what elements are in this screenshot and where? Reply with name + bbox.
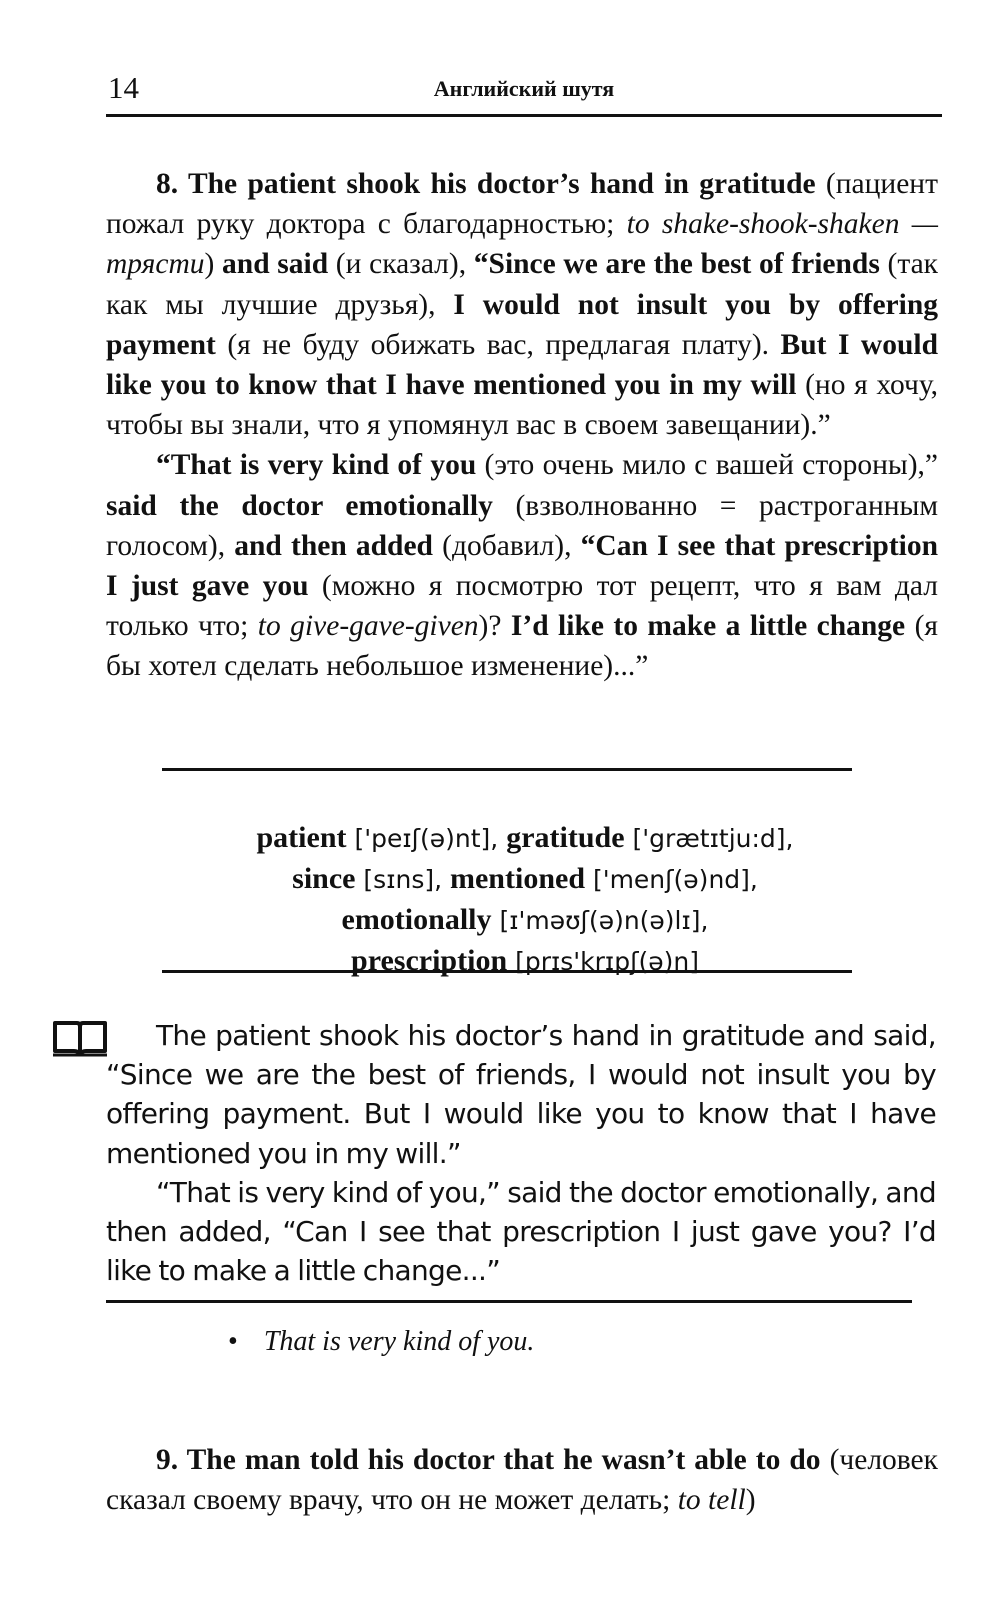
english-only-text — [106, 1016, 936, 1290]
open-book-icon — [52, 1020, 108, 1058]
russian-segment: ) — [204, 248, 223, 281]
vocab-line — [160, 900, 890, 941]
vocab-bottom-rule — [162, 970, 852, 973]
vocab-word: gratitude — [506, 821, 625, 854]
vocab-word: prescription — [351, 944, 508, 977]
russian-segment: (можно я посмотрю тот рецепт, что я вам дал только что; — [106, 570, 938, 643]
english-segment: and said — [222, 248, 329, 281]
english-segment: I’d like to make a little change — [510, 610, 906, 643]
pronunciation-box — [160, 818, 890, 982]
russian-segment: ) — [745, 1484, 756, 1517]
vocab-transcription: [prɪs'krɪpʃ(ə)n] — [507, 947, 699, 976]
russian-segment: (человек сказал своему врачу, что он не может делать; — [106, 1444, 938, 1517]
vocab-transcription: [sɪns], — [355, 865, 450, 894]
page-header — [106, 64, 942, 117]
russian-segment: (взволнованно = растроганным голосом), — [106, 489, 939, 562]
english-paragraph-1: The patient shook his doctor’s hand in gratitude and said, “Since we are the best of friends, I would not insult you by offering payment. But I would like you to know that I have mentioned you in my will.” — [106, 1019, 936, 1170]
english-segment: I would not insult you by offering payment — [106, 288, 938, 361]
russian-segment: (я не буду обижать вас, предлагая плату). — [215, 328, 781, 361]
joke-9-text — [106, 1440, 938, 1520]
vocab-transcription: [ɪ'məʊʃ(ə)n(ə)lɪ], — [491, 906, 709, 935]
english-segment: “Since we are the best of friends — [473, 248, 880, 281]
vocab-line — [160, 859, 890, 900]
joke-8-text — [106, 164, 938, 687]
vocab-transcription: ['grætɪtju:d], — [624, 824, 794, 853]
running-title: Английский шутя — [433, 76, 615, 101]
russian-segment: (так как мы лучшие друзья), — [106, 248, 938, 321]
vocab-word: emotionally — [341, 903, 492, 936]
key-phrase-text: That is very kind of you. — [263, 1326, 535, 1357]
joke-8-paragraph-2 — [106, 445, 938, 686]
english-paragraph-2: “That is very kind of you,” said the doctor emotionally, and then added, “Can I see that prescription I just gave you? I’d like to make a little change...” — [106, 1175, 936, 1288]
joke-8-paragraph-1 — [106, 164, 938, 445]
phrase-top-rule — [106, 1300, 912, 1303]
vocab-line — [160, 818, 890, 859]
russian-segment: (но я хочу, чтобы вы знали, что я упомянул вас в своем завещании).” — [106, 369, 938, 442]
vocab-top-rule — [162, 768, 852, 771]
key-phrase — [228, 1326, 534, 1358]
english-segment: 8. The patient shook his doctor’s hand in gratitude — [156, 168, 816, 200]
vocab-transcription: ['peɪʃ(ə)nt], — [346, 824, 507, 853]
russian-segment: (я бы хотел сделать небольшое изменение)...” — [106, 610, 938, 683]
english-segment: 9. The man told his doctor that he wasn’t able to do — [156, 1444, 821, 1476]
vocab-word: since — [292, 862, 356, 895]
bullet-icon: • — [228, 1326, 238, 1357]
english-segment: But I would like you to know that I have mentioned you in my will — [106, 328, 938, 402]
english-segment: “That is very kind of you — [156, 449, 477, 482]
vocab-word: mentioned — [450, 862, 585, 895]
vocab-line — [160, 941, 890, 982]
vocab-transcription: ['menʃ(ə)nd], — [585, 865, 758, 894]
grammar-note: to give-gave-given — [257, 610, 479, 643]
grammar-note: to shake-shook-shaken — трясти — [106, 208, 938, 281]
russian-segment: (это очень мило с вашей стороны),” — [476, 449, 938, 482]
joke-9-paragraph-1 — [106, 1440, 938, 1520]
russian-segment: (и сказал), — [328, 248, 474, 281]
english-segment: said the doctor emotionally — [106, 489, 493, 522]
vocab-word: patient — [256, 821, 347, 854]
russian-segment: )? — [478, 610, 511, 643]
english-segment: “Can I see that prescription I just gave you — [106, 529, 938, 603]
english-segment: and then added — [234, 529, 433, 562]
grammar-note: to tell — [677, 1484, 746, 1517]
page-number: 14 — [108, 70, 139, 105]
russian-segment: (добавил), — [432, 529, 581, 562]
russian-segment: (пациент пожал руку доктора с благодарностью; — [106, 168, 938, 241]
